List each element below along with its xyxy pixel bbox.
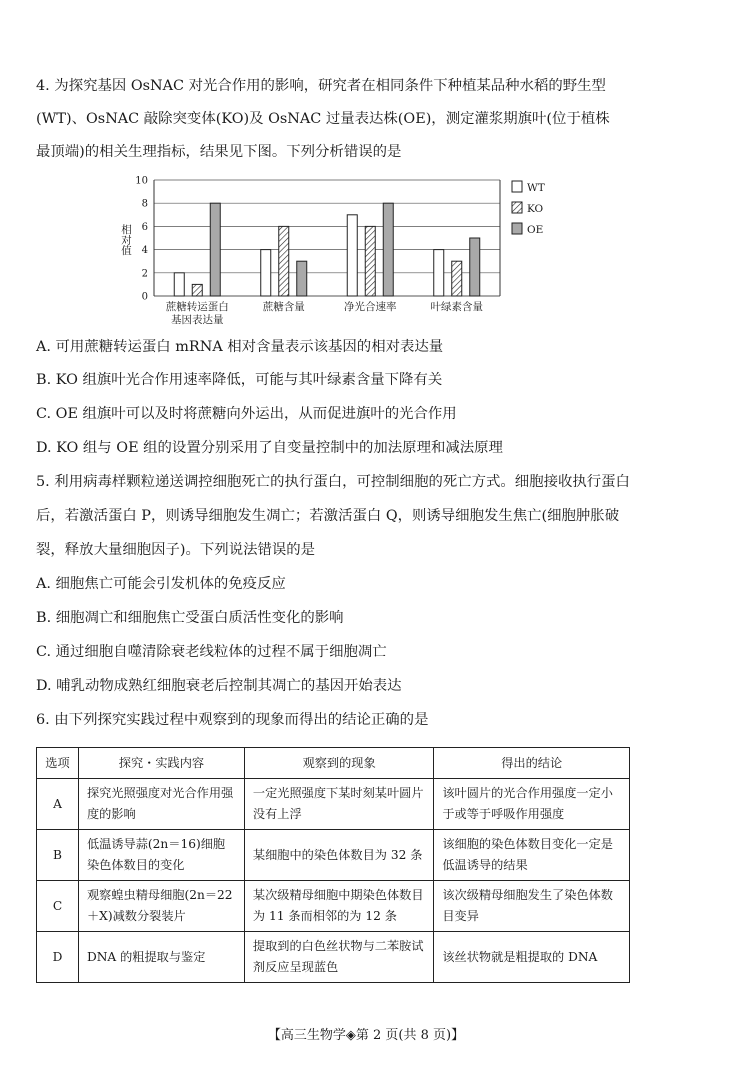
row-a-phenomenon: 一定光照强度下某时刻某叶圆片没有上浮	[244, 779, 433, 830]
bar-wt-0	[174, 273, 184, 296]
row-b-conclusion: 该细胞的染色体数目变化一定是低温诱导的结果	[434, 830, 630, 881]
bar-chart	[120, 168, 560, 333]
x-tick-label: 蔗糖转运蛋白	[165, 301, 229, 313]
bar-wt-2	[347, 215, 357, 296]
q5-option-d: D. 哺乳动物成熟红细胞衰老后控制其凋亡的基因开始表达	[36, 678, 402, 694]
bar-oe-1	[297, 261, 307, 296]
row-d-phenomenon: 提取到的白色丝状物与二苯胺试剂反应呈现蓝色	[244, 932, 433, 983]
page-footer: 【高三生物学◈第 2 页(共 8 页)】	[267, 1028, 465, 1043]
q5-option-b: B. 细胞凋亡和细胞焦亡受蛋白质活性变化的影响	[36, 610, 344, 626]
table-header-row	[37, 748, 630, 779]
table-row	[37, 779, 630, 830]
header-option: 选项	[37, 748, 79, 779]
legend-label-oe: OE	[527, 224, 544, 236]
header-phenomenon: 观察到的现象	[244, 748, 433, 779]
q5-stem-line-3: 裂，释放大量细胞因子)。下列说法错误的是	[36, 542, 316, 558]
legend-label-wt: WT	[527, 182, 545, 194]
bar-wt-3	[434, 250, 444, 296]
legend-swatch-ko	[512, 202, 522, 213]
legend-label-ko: KO	[527, 203, 544, 215]
row-a-option: A	[37, 779, 79, 830]
row-b-phenomenon: 某细胞中的染色体数目为 32 条	[244, 830, 433, 881]
x-tick-label: 净光合速率	[344, 301, 397, 313]
bar-wt-1	[261, 250, 271, 296]
table-row	[37, 830, 630, 881]
bar-oe-2	[383, 203, 393, 296]
table-row	[37, 932, 630, 983]
x-tick-label: 叶绿素含量	[430, 301, 483, 313]
q4-option-b: B. KO 组旗叶光合作用速率降低，可能与其叶绿素含量下降有关	[36, 372, 443, 388]
bar-oe-0	[210, 203, 220, 296]
y-tick-label: 6	[141, 221, 148, 233]
row-a-conclusion: 该叶圆片的光合作用强度一定小于或等于呼吸作用强度	[434, 779, 630, 830]
table-row	[37, 881, 630, 932]
legend-swatch-wt	[512, 181, 522, 192]
row-d-content: DNA 的粗提取与鉴定	[78, 932, 244, 983]
y-tick-label: 10	[135, 175, 148, 187]
y-tick-label: 8	[141, 198, 148, 210]
q5-stem-line-2: 后，若激活蛋白 P，则诱导细胞发生凋亡；若激活蛋白 Q，则诱导细胞发生焦亡(细胞肿胀破	[36, 508, 620, 524]
bar-ko-2	[365, 226, 375, 296]
q5-option-c: C. 通过细胞自噬清除衰老线粒体的过程不属于细胞凋亡	[36, 644, 387, 660]
row-c-conclusion: 该次级精母细胞发生了染色体数目变异	[434, 881, 630, 932]
q4-option-a: A. 可用蔗糖转运蛋白 mRNA 相对含量表示该基因的相对表达量	[36, 339, 444, 355]
y-tick-label: 0	[141, 291, 148, 303]
bar-ko-1	[279, 226, 289, 296]
row-a-content: 探究光照强度对光合作用强度的影响	[78, 779, 244, 830]
y-tick-label: 4	[141, 245, 148, 257]
q4-stem-line-3: 最顶端)的相关生理指标，结果见下图。下列分析错误的是	[36, 144, 402, 160]
x-tick-label: 基因表达量	[171, 314, 224, 326]
row-c-content: 观察蝗虫精母细胞(2n＝22＋X)减数分裂装片	[78, 881, 244, 932]
bar-ko-3	[452, 261, 462, 296]
q4-stem-line-1: 4. 为探究基因 OsNAC 对光合作用的影响，研究者在相同条件下种植某品种水稻的野生型	[36, 78, 606, 94]
row-c-option: C	[37, 881, 79, 932]
bar-ko-0	[192, 284, 202, 296]
q6-stem: 6. 由下列探究实践过程中观察到的现象而得出的结论正确的是	[36, 712, 429, 728]
y-tick-label: 2	[141, 268, 148, 280]
row-c-phenomenon: 某次级精母细胞中期染色体数目为 11 条而相邻的为 12 条	[244, 881, 433, 932]
q4-stem-line-2: (WT)、OsNAC 敲除突变体(KO)及 OsNAC 过量表达株(OE)，测定灌浆期旗叶(位于植株	[36, 111, 610, 127]
q5-option-a: A. 细胞焦亡可能会引发机体的免疫反应	[36, 576, 286, 592]
header-content: 探究・实践内容	[78, 748, 244, 779]
header-conclusion: 得出的结论	[434, 748, 630, 779]
q4-option-c: C. OE 组旗叶可以及时将蔗糖向外运出，从而促进旗叶的光合作用	[36, 406, 457, 422]
q5-stem-line-1: 5. 利用病毒样颗粒递送调控细胞死亡的执行蛋白，可控制细胞的死亡方式。细胞接收执行蛋白	[36, 474, 630, 490]
bar-oe-3	[470, 238, 480, 296]
legend-swatch-oe	[512, 223, 522, 234]
row-b-option: B	[37, 830, 79, 881]
row-b-content: 低温诱导蒜(2n＝16)细胞染色体数目的变化	[78, 830, 244, 881]
row-d-conclusion: 该丝状物就是粗提取的 DNA	[434, 932, 630, 983]
q4-option-d: D. KO 组与 OE 组的设置分别采用了自变量控制中的加法原理和减法原理	[36, 440, 503, 456]
row-d-option: D	[37, 932, 79, 983]
x-tick-label: 蔗糖含量	[262, 301, 305, 313]
y-axis-label: 相对值	[120, 224, 132, 256]
experiment-table	[36, 747, 630, 983]
